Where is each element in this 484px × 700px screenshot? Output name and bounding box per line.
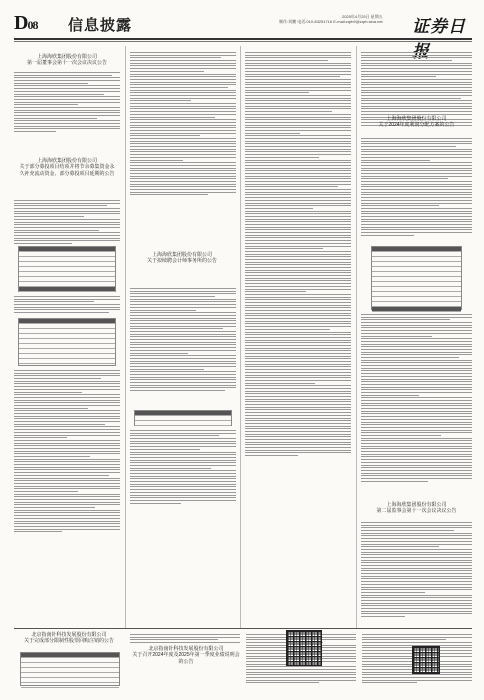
announcement-title: 关于拟续聘会计师事务所的公告 bbox=[146, 258, 217, 265]
column-divider bbox=[125, 46, 126, 628]
data-table bbox=[18, 318, 116, 366]
column-3 bbox=[245, 50, 351, 628]
announcement-title: 关于部分募投项目结项并将节余募集资金永久补充流动资金、部分募投项目延期的公告 bbox=[19, 164, 115, 177]
dateline bbox=[279, 14, 383, 24]
company-name: 上海海欣集团股份有限公司 bbox=[36, 54, 97, 60]
page-num: 08 bbox=[27, 18, 38, 32]
body-text bbox=[361, 314, 472, 483]
body-text bbox=[361, 138, 472, 237]
column-2 bbox=[130, 50, 236, 628]
company-name: 上海海欣集团股份有限公司 bbox=[151, 252, 212, 258]
company-name: 上海海欣集团股份有限公司 bbox=[386, 116, 447, 122]
bottom-section bbox=[14, 632, 472, 694]
body-text bbox=[245, 52, 351, 458]
announcement-title: 关于召开2024年度及2025年第一季度业绩说明会的公告 bbox=[132, 652, 240, 665]
column-divider bbox=[356, 46, 357, 628]
body-text bbox=[130, 430, 236, 505]
contact-text: 制作:刘鹏 电话:010-83251716 E-mail:zqrb9@zqrb.sina.net bbox=[279, 19, 383, 24]
masthead-rule bbox=[14, 38, 472, 40]
announcement-heading bbox=[130, 252, 234, 265]
company-name: 上海海欣集团股份有限公司 bbox=[36, 158, 97, 164]
qr-code-icon bbox=[286, 630, 322, 666]
column-4 bbox=[361, 50, 472, 628]
newspaper-logo: 证券日 bbox=[412, 17, 466, 37]
body-text bbox=[361, 522, 472, 619]
announcement-heading bbox=[14, 158, 120, 177]
company-name: 上海海欣集团股份有限公司 bbox=[386, 502, 447, 508]
data-table bbox=[18, 246, 116, 292]
section-divider bbox=[14, 628, 472, 629]
masthead-rule-thin bbox=[14, 41, 472, 42]
body-text bbox=[14, 296, 120, 315]
body-text bbox=[14, 200, 120, 246]
announcement-title: 第二届监事会第十一次会议决议公告 bbox=[376, 508, 457, 515]
qr-code-icon bbox=[412, 646, 440, 674]
data-table bbox=[20, 652, 120, 686]
page-number bbox=[14, 12, 37, 35]
column-divider bbox=[240, 46, 241, 628]
data-table bbox=[134, 410, 232, 426]
company-name: 北京指南针科技发展股份有限公司 bbox=[31, 632, 107, 638]
body-text bbox=[130, 634, 240, 645]
announcement-title: 关于2024年度利润分配方案的公告 bbox=[378, 122, 455, 129]
announcement-title: 第一届董事会第十一次会议决议公告 bbox=[26, 60, 107, 67]
page-letter: D bbox=[14, 12, 28, 34]
body-text bbox=[130, 288, 236, 393]
announcement-heading bbox=[130, 646, 242, 665]
data-table bbox=[371, 246, 462, 310]
body-text bbox=[14, 72, 120, 134]
announcement-heading bbox=[14, 632, 124, 645]
masthead bbox=[14, 12, 472, 37]
body-text bbox=[130, 52, 236, 197]
announcement-heading bbox=[361, 502, 472, 515]
body-text bbox=[14, 370, 120, 534]
announcement-heading bbox=[14, 54, 120, 67]
announcement-title: 关于完成部分限制性股票回购注销的公告 bbox=[23, 638, 114, 645]
date-text: 2025年4月25日 星期五 bbox=[341, 14, 383, 19]
company-name: 北京指南针科技发展股份有限公司 bbox=[148, 646, 224, 652]
column-1 bbox=[14, 50, 120, 628]
announcement-heading bbox=[361, 116, 472, 129]
section-title: 信息披露 bbox=[68, 16, 133, 34]
